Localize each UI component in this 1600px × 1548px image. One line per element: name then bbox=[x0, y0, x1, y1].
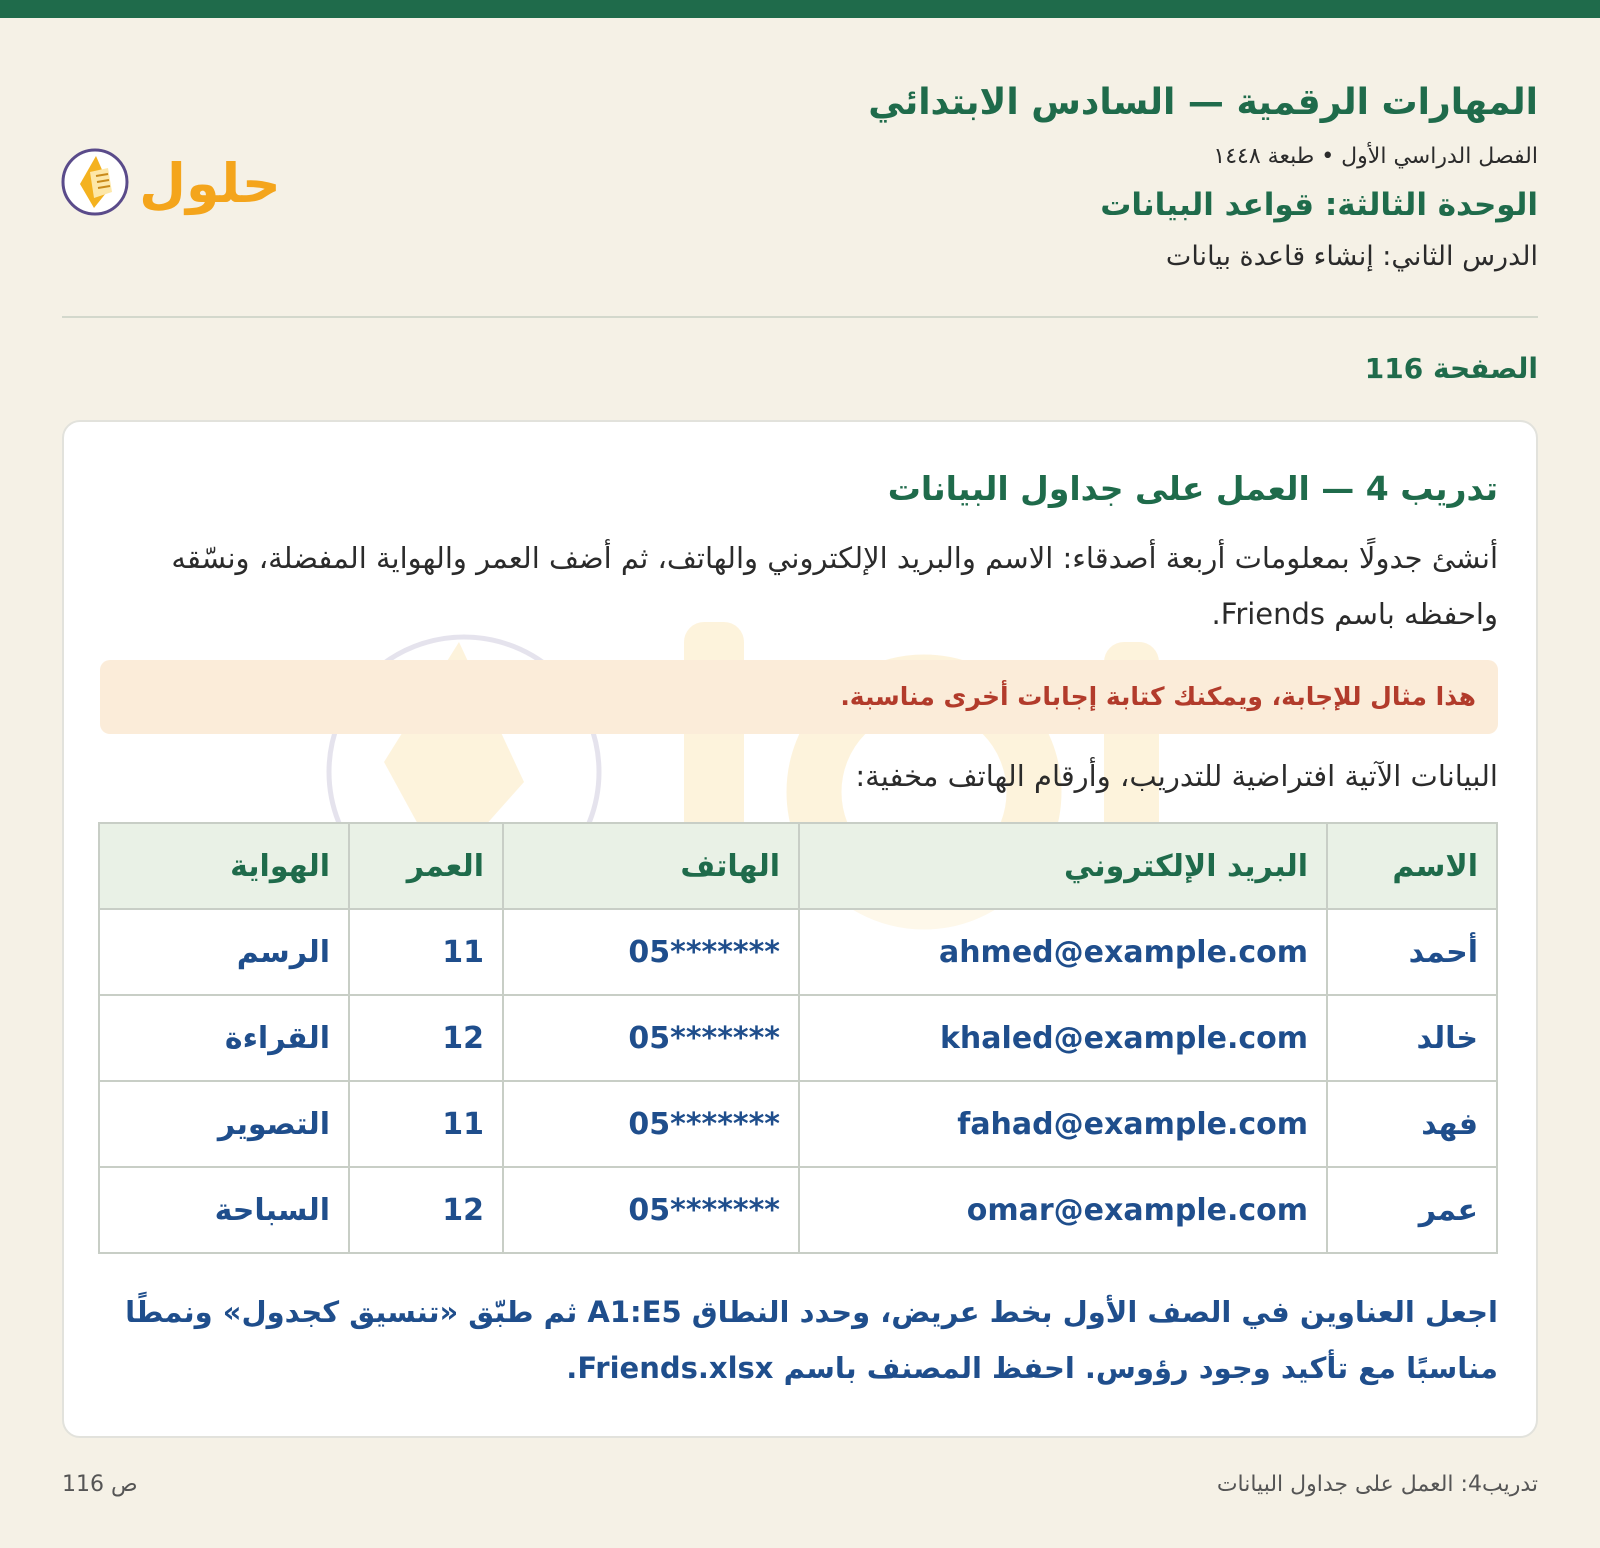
header-divider bbox=[62, 316, 1538, 318]
table-row bbox=[99, 1081, 1497, 1167]
cell-name: فهد bbox=[1327, 1081, 1497, 1167]
cell-phone: 05******* bbox=[503, 1081, 799, 1167]
cell-email: fahad@example.com bbox=[799, 1081, 1327, 1167]
cell-hobby: التصوير bbox=[99, 1081, 349, 1167]
page-number-label: الصفحة 116 bbox=[1364, 352, 1538, 385]
cell-name: خالد bbox=[1327, 995, 1497, 1081]
table-header-row bbox=[99, 823, 1497, 909]
cell-age: 12 bbox=[349, 1167, 503, 1253]
cell-age: 11 bbox=[349, 909, 503, 995]
cell-name: أحمد bbox=[1327, 909, 1497, 995]
card-content bbox=[100, 422, 1498, 1396]
cell-email: omar@example.com bbox=[799, 1167, 1327, 1253]
formatting-instructions: اجعل العناوين في الصف الأول بخط عريض، وحدد النطاق A1:E5 ثم طبّق «تنسيق كجدول» ونمطًا مناسبًا مع تأكيد وجود رؤوس. احفظ المصنف باسم Friends.xlsx. bbox=[125, 1295, 1498, 1385]
exercise-title: تدريب 4 — العمل على جداول البيانات bbox=[887, 469, 1498, 508]
cell-name: عمر bbox=[1327, 1167, 1497, 1253]
table-row bbox=[99, 909, 1497, 995]
term-edition: الفصل الدراسي الأول • طبعة ١٤٤٨ bbox=[1213, 144, 1538, 169]
book-title: المهارات الرقمية — السادس الابتدائي bbox=[868, 82, 1538, 123]
table-row bbox=[99, 995, 1497, 1081]
page-header bbox=[638, 78, 1538, 276]
exercise-card bbox=[62, 420, 1538, 1438]
friends-table bbox=[98, 822, 1498, 1254]
cell-email: ahmed@example.com bbox=[799, 909, 1327, 995]
cell-age: 11 bbox=[349, 1081, 503, 1167]
cell-hobby: القراءة bbox=[99, 995, 349, 1081]
unit-title: الوحدة الثالثة: قواعد البيانات bbox=[1100, 187, 1538, 223]
cell-hobby: الرسم bbox=[99, 909, 349, 995]
table-row bbox=[99, 1167, 1497, 1253]
cell-phone: 05******* bbox=[503, 909, 799, 995]
cell-email: khaled@example.com bbox=[799, 995, 1327, 1081]
data-intro: البيانات الآتية افتراضية للتدريب، وأرقام الهاتف مخفية: bbox=[855, 759, 1498, 793]
header-name: الاسم bbox=[1327, 823, 1497, 909]
cell-hobby: السباحة bbox=[99, 1167, 349, 1253]
footer-page-number: ص 116 bbox=[62, 1472, 138, 1497]
header-phone: الهاتف bbox=[503, 823, 799, 909]
header-email: البريد الإلكتروني bbox=[799, 823, 1327, 909]
cell-phone: 05******* bbox=[503, 1167, 799, 1253]
top-accent-bar bbox=[0, 0, 1600, 18]
cell-phone: 05******* bbox=[503, 995, 799, 1081]
exercise-description: أنشئ جدولًا بمعلومات أربعة أصدقاء: الاسم والبريد الإلكتروني والهاتف، ثم أضف العمر والهواية المفضلة، ونسّقه واحفظه باسم Friends. bbox=[171, 541, 1498, 631]
logo-text: حلول bbox=[139, 152, 280, 215]
cell-age: 12 bbox=[349, 995, 503, 1081]
answer-note: هذا مثال للإجابة، ويمكنك كتابة إجابات أخرى مناسبة. bbox=[100, 660, 1498, 734]
footer-exercise-title: تدريب4: العمل على جداول البيانات bbox=[1216, 1472, 1538, 1497]
lesson-title: الدرس الثاني: إنشاء قاعدة بيانات bbox=[1165, 241, 1538, 272]
header-hobby: الهواية bbox=[99, 823, 349, 909]
hulul-logo bbox=[60, 132, 280, 222]
header-age: العمر bbox=[349, 823, 503, 909]
